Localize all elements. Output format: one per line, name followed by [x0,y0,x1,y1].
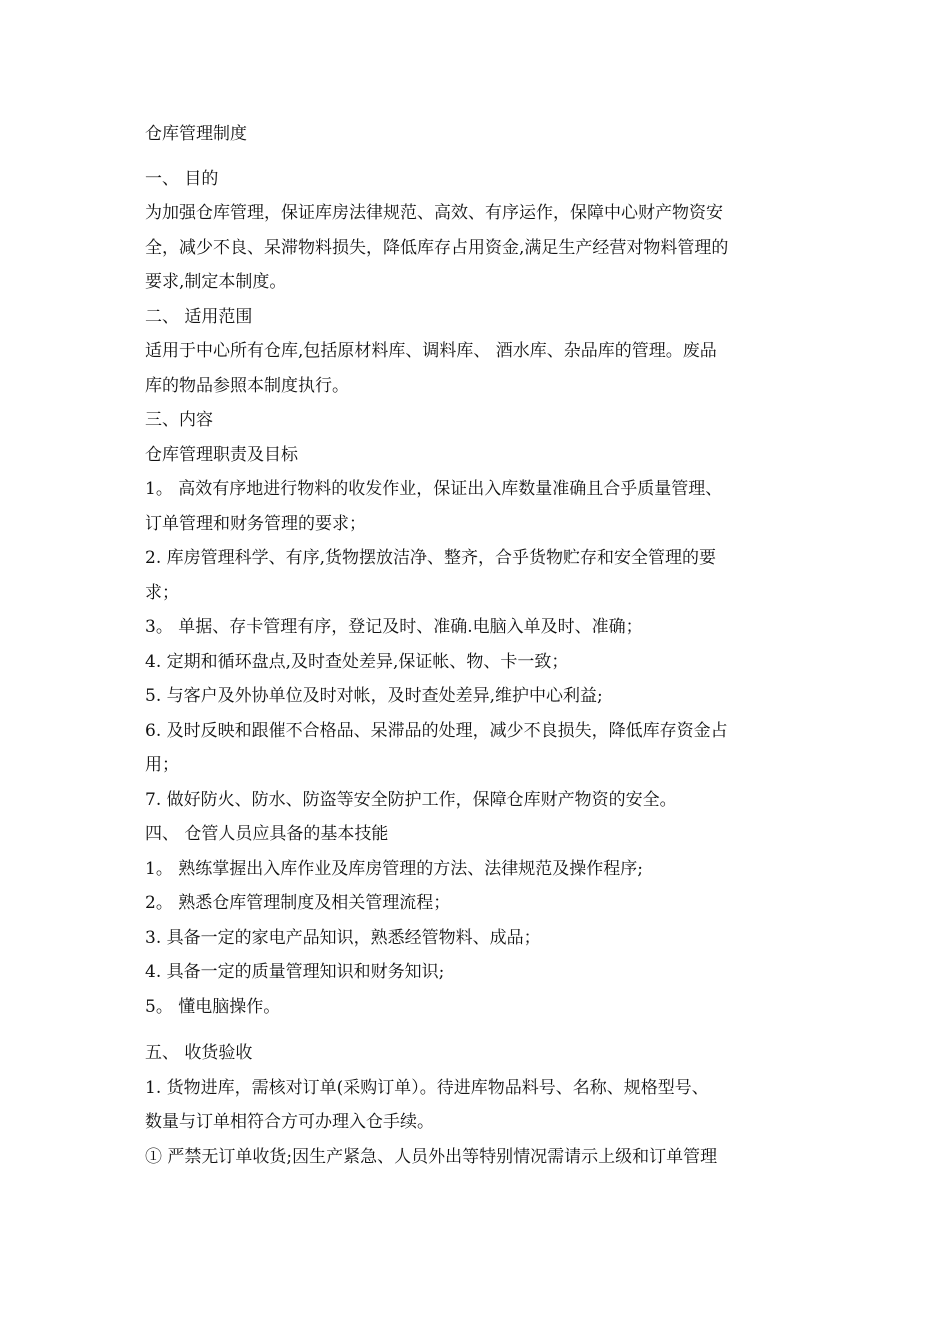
section-heading-scope: 二、 适用范围 [145,306,253,327]
list-item: 2。 熟悉仓库管理制度及相关管理流程； [145,893,451,913]
paragraph-line: 全，减少不良、呆滞物料损失，降低库存占用资金,满足生产经营对物料管理的 [145,237,729,258]
list-item: 用； [145,755,179,775]
list-item: 2. 库房管理科学、有序,货物摆放洁净、整齐，合乎货物贮存和安全管理的要 [145,548,717,568]
document-page [145,117,805,1174]
list-item: 4. 具备一定的质量管理知识和财务知识; [145,962,445,982]
paragraph-line: 要求,制定本制度。 [145,272,287,292]
list-item: 5. 与客户及外协单位及时对帐，及时查处差异,维护中心利益; [145,686,603,706]
list-item: 7. 做好防火、防水、防盗等安全防护工作，保障仓库财产物资的安全。 [145,789,677,810]
document-title: 仓库管理制度 [145,124,247,144]
paragraph-line: 为加强仓库管理，保证库房法律规范、高效、有序运作，保障中心财产物资安 [145,203,723,223]
section-heading-skills: 四、 仓管人员应具备的基本技能 [145,824,389,844]
list-item: ① 严禁无订单收货;因生产紧急、人员外出等特别情况需请示上级和订单管理 [145,1146,718,1167]
section-heading-content: 三、内容 [145,410,213,430]
list-item: 3. 具备一定的家电产品知识，熟悉经管物料、成品； [145,927,541,948]
list-item: 1。 高效有序地进行物料的收发作业，保证出入库数量准确且合乎质量管理、 [145,479,723,499]
list-item: 5。 懂电脑操作。 [145,996,281,1017]
list-item: 6. 及时反映和跟催不合格品、呆滞品的处理，减少不良损失，降低库存资金占 [145,720,728,741]
list-item: 数量与订单相符合方可办理入仓手续。 [145,1112,434,1132]
list-item: 4. 定期和循环盘点,及时查处差异,保证帐、物、卡一致； [145,651,569,672]
list-item: 1. 货物进库，需核对订单(采购订单）。待进库物品料号、名称、规格型号、 [145,1077,709,1098]
subheading-responsibilities: 仓库管理职责及目标 [145,444,298,465]
list-item: 1。 熟练掌握出入库作业及库房管理的方法、法律规范及操作程序; [145,858,643,879]
section-heading-purpose: 一、 目的 [145,168,219,189]
paragraph-line: 库的物品参照本制度执行。 [145,375,349,396]
list-item: 订单管理和财务管理的要求； [145,513,366,534]
paragraph-line: 适用于中心所有仓库,包括原材料库、调料库、 酒水库、杂品库的管理。废品 [145,341,717,361]
section-heading-receiving: 五、 收货验收 [145,1043,253,1063]
list-item: 求； [145,582,179,603]
list-item: 3。 单据、存卡管理有序，登记及时、准确.电脑入单及时、准确； [145,617,643,637]
section-spacer [145,1024,805,1036]
